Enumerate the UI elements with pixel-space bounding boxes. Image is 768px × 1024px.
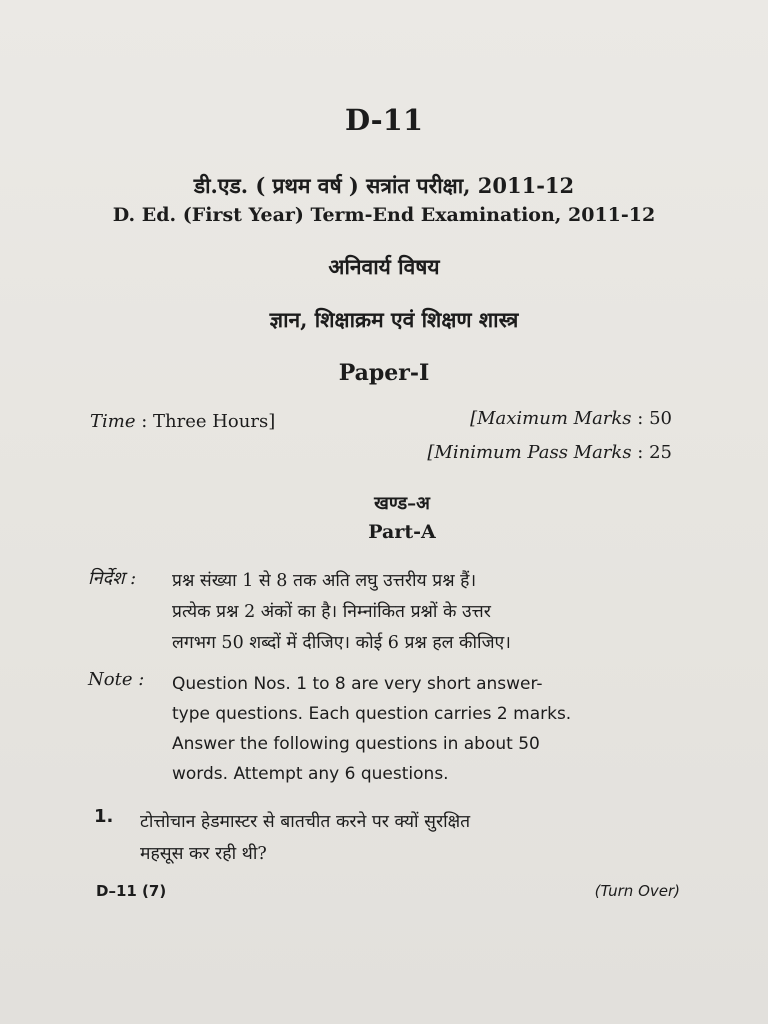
note-line: Answer the following questions in about 50 xyxy=(172,734,540,754)
max-marks-label: [Maximum Marks xyxy=(470,408,632,429)
exam-title-english: D. Ed. (First Year) Term-End Examination, 2011-12 xyxy=(112,204,656,226)
instruction-line: प्रश्न संख्या 1 से 8 तक अति लघु उत्तरीय प्रश्न हैं। xyxy=(172,571,477,591)
note-line: Question Nos. 1 to 8 are very short answer- xyxy=(172,674,543,694)
instruction-line: लगभग 50 शब्दों में दीजिए। कोई 6 प्रश्न हल कीजिए। xyxy=(172,633,511,653)
paper-title: Paper-I xyxy=(338,360,430,386)
note-line: words. Attempt any 6 questions. xyxy=(172,764,449,784)
min-marks-value: : 25 xyxy=(637,442,672,463)
section-title-english: Part-A xyxy=(368,521,436,543)
turn-over-label: (Turn Over) xyxy=(594,882,680,900)
section-title-hindi: खण्ड–अ xyxy=(374,493,430,514)
instruction-label-hindi: निर्देश : xyxy=(88,568,137,589)
time-value: : Three Hours] xyxy=(141,411,276,432)
question-line: टोत्तोचान हेडमास्टर से बातचीत करने पर क्यों सुरक्षित xyxy=(140,812,471,832)
minimum-pass-marks xyxy=(427,442,672,463)
paper-code: D-11 xyxy=(344,103,424,137)
footer-code: D–11 (7) xyxy=(96,882,167,900)
min-marks-label: [Minimum Pass Marks xyxy=(427,442,632,463)
time-label: Time xyxy=(90,411,136,432)
question-number: 1. xyxy=(94,806,114,827)
subject-hindi: ज्ञान, शिक्षाक्रम एवं शिक्षण शास्त्र xyxy=(269,307,519,332)
max-marks-value: : 50 xyxy=(637,408,672,429)
subject-type-hindi: अनिवार्य विषय xyxy=(328,254,440,279)
exam-title-hindi: डी.एड. ( प्रथम वर्ष ) सत्रांत परीक्षा, 2011-12 xyxy=(193,173,575,198)
note-line: type questions. Each question carries 2 marks. xyxy=(172,704,572,724)
time-info xyxy=(90,411,275,432)
question-line: महसूस कर रही थी? xyxy=(140,844,267,864)
maximum-marks xyxy=(470,408,672,429)
instruction-line: प्रत्येक प्रश्न 2 अंकों का है। निम्नांकित प्रश्नों के उत्तर xyxy=(172,602,491,622)
note-label: Note : xyxy=(88,669,145,690)
